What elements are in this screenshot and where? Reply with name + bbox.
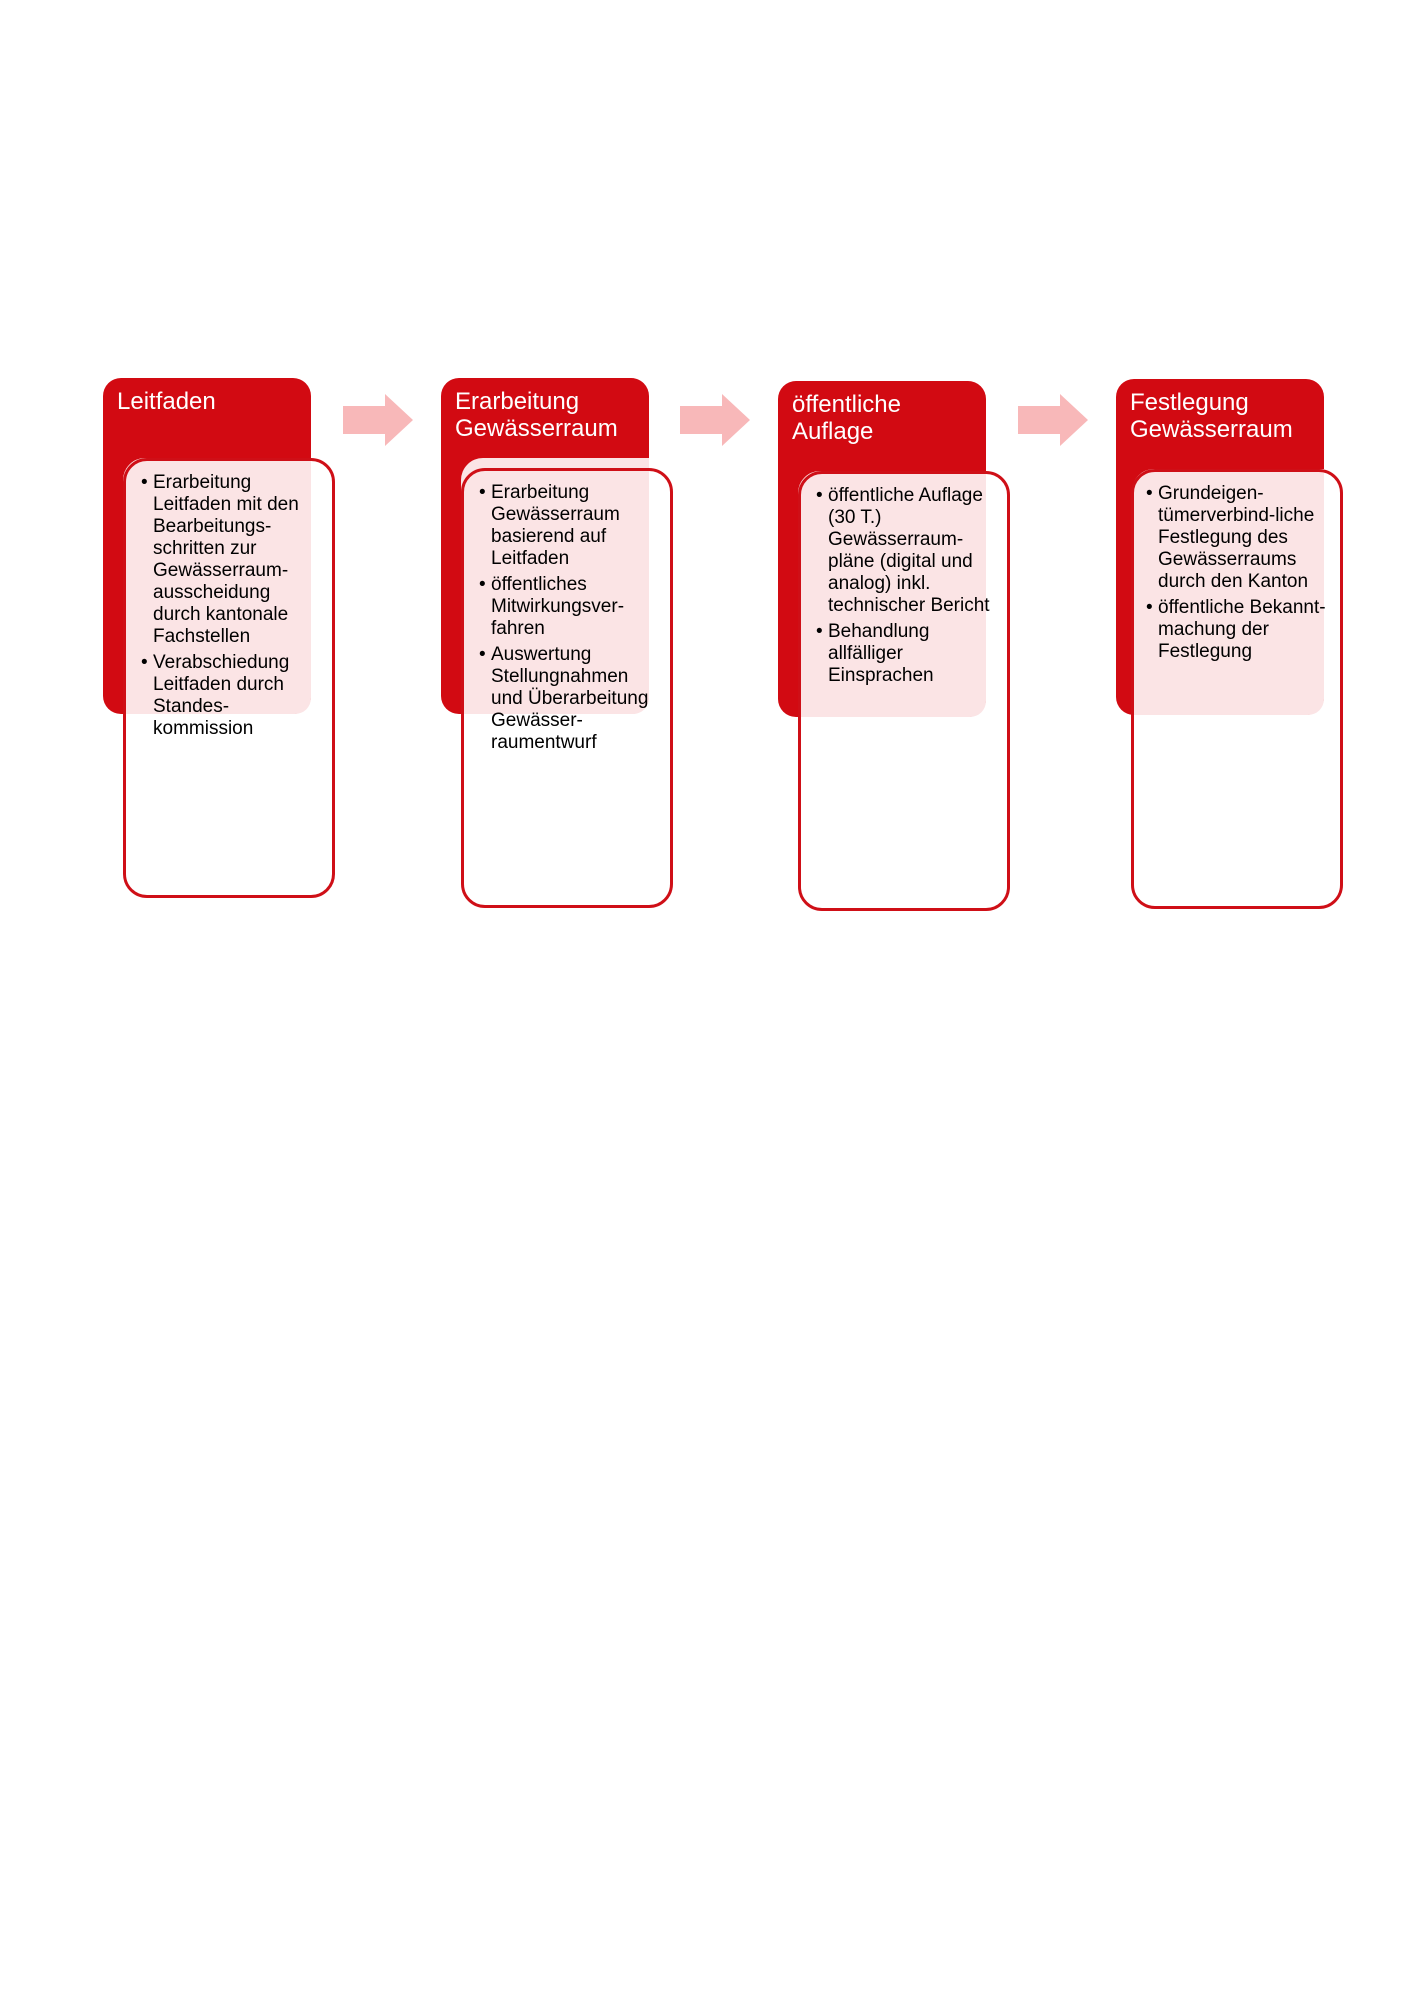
list-item: • öffentliches Mitwirkungsver-fahren [479, 574, 625, 639]
bullet-icon: • [141, 652, 148, 673]
list-item: • Grundeigen-tümerverbind-liche Festlegung des Gewässerraums durch den Kanton [1146, 483, 1315, 592]
arrow-right-icon [680, 394, 750, 446]
arrow-right-icon [1018, 394, 1088, 446]
step-item-list [141, 472, 321, 744]
arrow-right-icon [343, 394, 413, 446]
bullet-icon: • [479, 574, 486, 595]
step-title: öffentliche Auflage [792, 391, 901, 445]
bullet-icon: • [479, 644, 486, 665]
list-item: • Auswertung Stellungnahmen und Überarbeitung Gewässer-raumentwurf [479, 644, 649, 753]
bullet-icon: • [1146, 483, 1153, 504]
bullet-icon: • [1146, 597, 1153, 618]
step-title: Erarbeitung Gewässerraum [455, 388, 618, 442]
step-item-list [1146, 483, 1330, 667]
step-title: Festlegung Gewässerraum [1130, 389, 1293, 443]
list-item: • Behandlung allfälliger Einsprachen [816, 621, 934, 686]
list-item: • Erarbeitung Leitfaden mit den Bearbeitungs-schritten zur Gewässerraum-ausscheidung durch kantonale Fachstellen [141, 472, 299, 647]
step-item-list [816, 485, 1002, 691]
list-item: • Erarbeitung Gewässerraum basierend auf Leitfaden [479, 482, 620, 569]
list-item: • Verabschiedung Leitfaden durch Standes-kommission [141, 652, 290, 739]
bullet-icon: • [816, 621, 823, 642]
list-item: • öffentliche Bekannt-machung der Festlegung [1146, 597, 1326, 662]
bullet-icon: • [479, 482, 486, 503]
bullet-icon: • [816, 485, 823, 506]
list-item: • öffentliche Auflage (30 T.) Gewässerraum-pläne (digital und analog) inkl. technischer Bericht [816, 485, 990, 616]
bullet-icon: • [141, 472, 148, 493]
step-item-list [479, 482, 659, 758]
step-title: Leitfaden [117, 388, 216, 415]
